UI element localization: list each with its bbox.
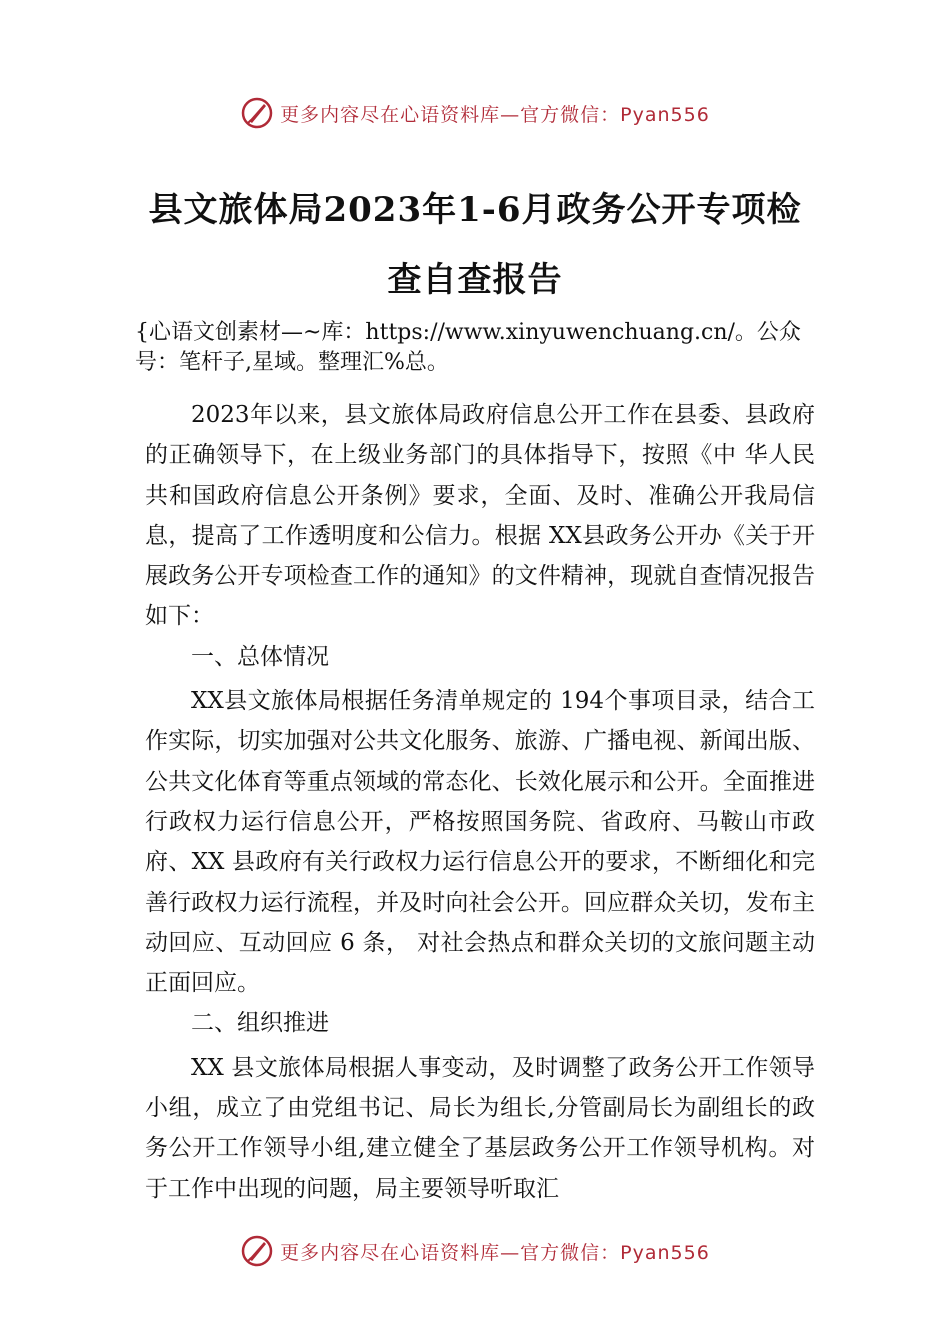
document-title-line1: 县文旅体局2023年1-6月政务公开专项检 [148,190,802,230]
watermark-label: 更多内容尽在心语资料库—官方微信： [280,103,621,126]
watermark-text [280,1238,710,1265]
source-note: {心语文创素材—~库：https://www.xinyuwenchuang.cn/。公众号：笔杆子,星域。整理汇%总。 [135,320,801,375]
watermark-label: 更多内容尽在心语资料库—官方微信： [280,1241,621,1264]
wechat-id: Pyan556 [620,103,710,126]
section-heading-organization: 二、组织推进 [191,1010,329,1037]
section-heading-overview: 一、总体情况 [191,643,329,670]
watermark-text [280,100,710,127]
intro-paragraph: 2023年以来，县文旅体局政府信息公开工作在县委、县政府的正确领导下，在上级业务部门的具体指导下，按照《中 华人民共和国政府信息公开条例》要求，全面、及时、准确公开我局信息，提高了工作透明度和公信力。根据 XX县政务公开办《关于开展政务公开专项检查工作的通知》的文件精神，现就自查情况报告如下： [145,402,815,630]
document-title-line2: 查自查报告 [387,260,563,300]
wechat-id: Pyan556 [620,1241,710,1264]
quill-logo-icon [240,96,274,130]
footer-watermark [0,1234,950,1272]
header-watermark [0,96,950,134]
quill-logo-icon [240,1234,274,1268]
overview-paragraph: XX县文旅体局根据任务清单规定的 194个事项目录，结合工作实际，切实加强对公共文化服务、旅游、广播电视、新闻出版、公共文化体育等重点领域的常态化、长效化展示和公开。全面推进行政权力运行信息公开，严格按照国务院、省政府、马鞍山市政府、XX 县政府有关行政权力运行信息公开的要求，不断细化和完善行政权力运行流程，并及时向社会公开。回应群众关切，发布主动回应、互动回应 6 条， 对社会热点和群众关切的文旅问题主动正面回应。 [145,688,815,997]
organization-paragraph: XX 县文旅体局根据人事变动，及时调整了政务公开工作领导小组，成立了由党组书记、局长为组长,分管副局长为副组长的政务公开工作领导小组,建立健全了基层政务公开工作领导机构。对于工作中出现的问题，局主要领导听取汇 [145,1054,815,1202]
document-body [145,395,815,1209]
